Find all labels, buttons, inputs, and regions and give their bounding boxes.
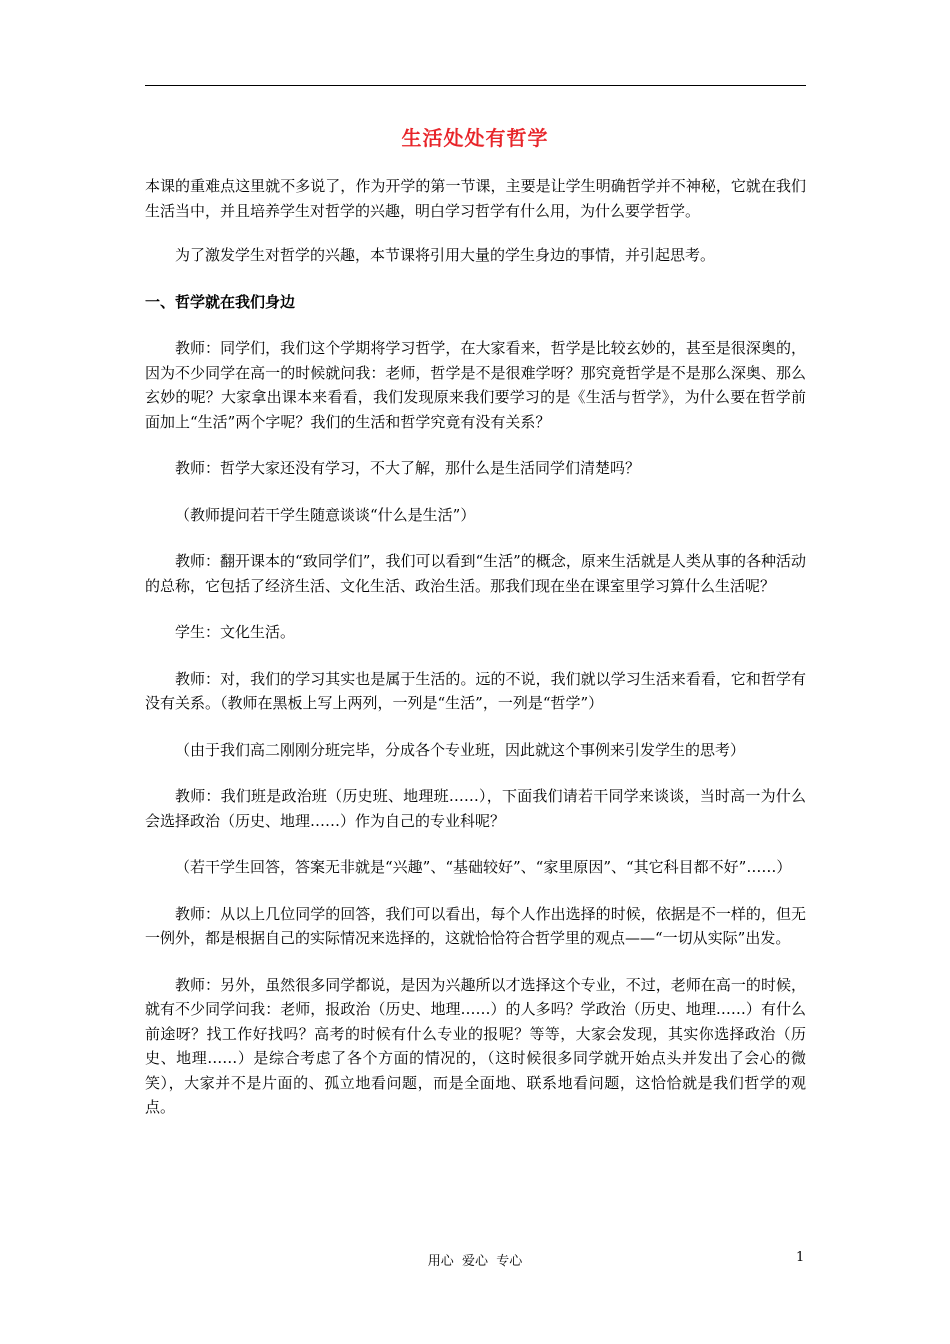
paragraph: （若干学生回答，答案无非就是“兴趣”、“基础较好”、“家里原因”、“其它科目都不好”……） bbox=[175, 858, 792, 876]
paragraph: 教师：我们班是政治班（历史班、地理班……），下面我们请若干同学来谈谈，当时高一为什么会选择政治（历史、地理……）作为自己的专业科呢？ bbox=[145, 787, 806, 830]
paragraph: 为了激发学生对哲学的兴趣，本节课将引用大量的学生身边的事情，并引起思考。 bbox=[175, 246, 716, 264]
paragraph: 教师：同学们，我们这个学期将学习哲学，在大家看来，哲学是比较玄妙的，甚至是很深奥的，因为不少同学在高一的时候就问我：老师，哲学是不是很难学呀？那究竟哲学是不是那么深奥、那么玄妙的呢？大家拿出课本来看看，我们发现原来我们要学习的是《生活与哲学》，为什么要在哲学前面加上“生活”两个字呢？我们的生活和哲学究竟有没有关系？ bbox=[145, 339, 806, 431]
page-number: 1 bbox=[796, 1250, 805, 1265]
paragraph: 学生：文化生活。 bbox=[175, 623, 296, 641]
footer-motto: 用心 爱心 专心 bbox=[427, 1254, 523, 1269]
paragraph: （教师提问若干学生随意谈谈“什么是生活”） bbox=[175, 505, 476, 524]
paragraph: 教师：翻开课本的“致同学们”，我们可以看到“生活”的概念，原来生活就是人类从事的各种活动的总称，它包括了经济生活、文化生活、政治生活。那我们现在坐在课室里学习算什么生活呢？ bbox=[145, 552, 806, 595]
paragraph: 教师：对，我们的学习其实也是属于生活的。远的不说，我们就以学习生活来看看，它和哲学有没有关系。（教师在黑板上写上两列，一列是“生活”，一列是“哲学”） bbox=[145, 669, 806, 712]
header-rule bbox=[145, 85, 806, 86]
intro-paragraph: 本课的重难点这里就不多说了，作为开学的第一节课，主要是让学生明确哲学并不神秘，它就在我们生活当中，并且培养学生对哲学的兴趣，明白学习哲学有什么用，为什么要学哲学。 bbox=[145, 177, 806, 220]
document-body bbox=[145, 174, 806, 1142]
paragraph: （由于我们高二刚刚分班完毕，分成各个专业班，因此就这个事例来引发学生的思考） bbox=[175, 740, 746, 759]
section-heading: 一、哲学就在我们身边 bbox=[145, 292, 296, 311]
paragraph: 教师：哲学大家还没有学习，不大了解，那什么是生活同学们清楚吗？ bbox=[175, 459, 641, 477]
paragraph: 教师：从以上几位同学的回答，我们可以看出，每个人作出选择的时候，依据是不一样的，但无一例外，都是根据自己的实际情况来选择的，这就恰恰符合哲学里的观点——“一切从实际”出发。 bbox=[145, 904, 806, 947]
document-title: 生活处处有哲学 bbox=[401, 126, 549, 150]
paragraph: 教师：另外，虽然很多同学都说，是因为兴趣所以才选择这个专业，不过，老师在高一的时候，就有不少同学问我：老师，报政治（历史、地理……）的人多吗？学政治（历史、地理……）有什么前途呀？找工作好找吗？高考的时候有什么专业的报呢？等等，大家会发现，其实你选择政治（历史、地理……）是综合考虑了各个方面的情况的，（这时候很多同学就开始点头并发出了会心的微笑），大家并不是片面的、孤立地看问题，而是全面地、联系地看问题，这恰恰就是我们哲学的观点。 bbox=[145, 975, 806, 1116]
